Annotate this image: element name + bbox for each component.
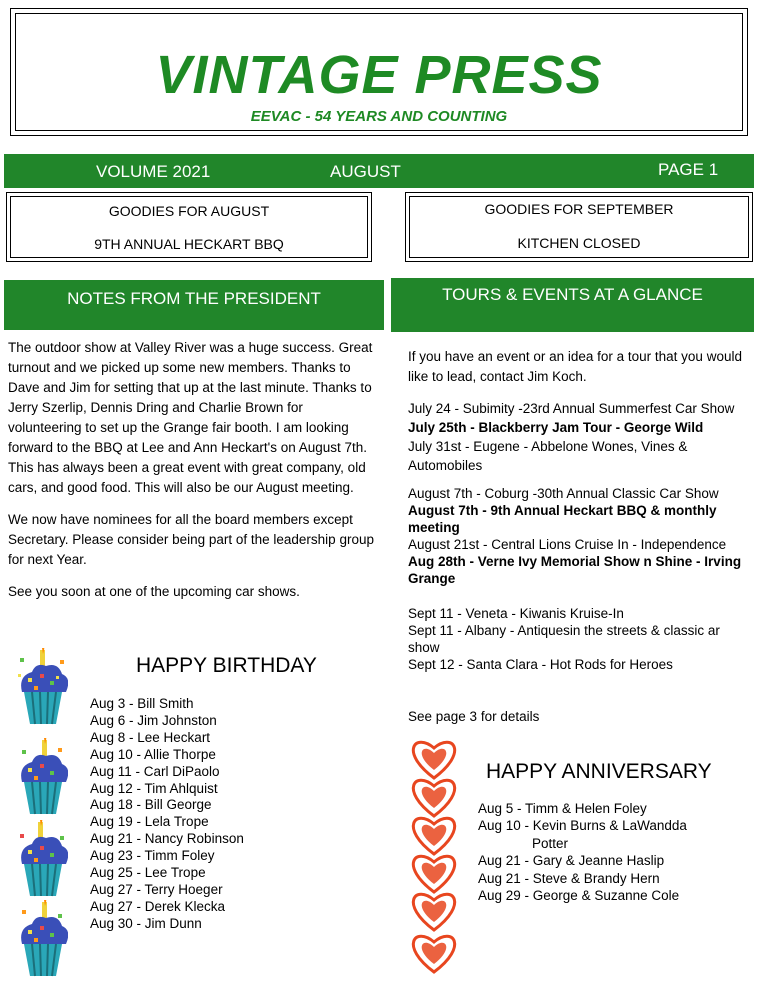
birthday-item: Aug 25 - Lee Trope [90, 865, 206, 881]
heart-chain-icon [405, 738, 463, 980]
goodies-august-item: 9TH ANNUAL HECKART BBQ [94, 236, 284, 252]
tours-august-list [408, 485, 753, 587]
tours-intro: If you have an event or an idea for a tour that you would like to lead, contact Jim Koch. [408, 349, 742, 384]
cupcake-icon [18, 738, 68, 820]
birthday-item: Aug 10 - Allie Thorpe [90, 746, 216, 762]
masthead [10, 8, 748, 136]
birthday-item: Aug 27 - Terry Hoeger [90, 881, 223, 897]
birthday-heading: HAPPY BIRTHDAY [136, 654, 317, 677]
goodies-september-box [405, 192, 753, 262]
event-item: Sept 12 - Santa Clara - Hot Rods for Heroes [408, 657, 673, 672]
anniversary-item: Aug 10 - Kevin Burns & LaWandda [478, 818, 687, 834]
event-item: Aug 28th - Verne Ivy Memorial Show n Shine - Irving Grange [408, 554, 742, 586]
cupcake-icon [18, 648, 68, 730]
president-heading-bar [4, 280, 384, 330]
event-item: Sept 11 - Veneta - Kiwanis Kruise-In [408, 606, 624, 621]
event-item: August 7th - 9th Annual Heckart BBQ & monthly meeting [408, 503, 717, 535]
newsletter-title: VINTAGE PRESS [155, 45, 603, 105]
birthday-list [90, 696, 244, 933]
volume-label: VOLUME 2021 [96, 162, 211, 181]
anniversary-item: Aug 21 - Steve & Brandy Hern [478, 870, 660, 886]
tours-september-list [408, 605, 753, 673]
tours-july-list [408, 399, 753, 475]
president-notes [8, 338, 380, 602]
anniversary-item: Aug 29 - George & Suzanne Cole [478, 888, 680, 904]
volume-bar [4, 154, 754, 188]
cupcake-icon [18, 820, 68, 902]
goodies-august-title: GOODIES FOR AUGUST [108, 203, 270, 219]
birthday-item: Aug 18 - Bill George [90, 797, 212, 813]
cupcake-icon [18, 900, 68, 980]
birthday-item: Aug 19 - Lela Trope [90, 814, 209, 830]
birthday-item: Aug 6 - Jim Johnston [90, 712, 217, 728]
birthday-item: Aug 21 - Nancy Robinson [90, 831, 244, 847]
birthday-item: Aug 11 - Carl DiPaolo [90, 763, 220, 779]
goodies-august-box [6, 192, 372, 262]
anniversary-list [478, 800, 687, 904]
goodies-september-title: GOODIES FOR SEPTEMBER [484, 201, 674, 217]
president-paragraph: We now have nominees for all the board members except Secretary. Please consider being part of the leadership group for next Year. [8, 512, 374, 567]
president-heading: NOTES FROM THE PRESIDENT [67, 289, 321, 308]
masthead-inner-border [15, 13, 743, 131]
president-paragraph: The outdoor show at Valley River was a huge success. Great turnout and we picked up some new members. Thanks to Dave and Jim for setting that up at the last minute. Thanks to Jerry Szerlip, Dennis Dring and Charlie Brown for volunteering to set up the Grange fair booth. I am looking forward to the BBQ at Lee and Ann Heckart's on August 7th. This has always been a great event with great company, old cars, and good food. This will also be our August meeting. [8, 340, 373, 495]
anniversary-heading: HAPPY ANNIVERSARY [486, 760, 712, 783]
anniversary-item: Aug 21 - Gary & Jeanne Haslip [478, 853, 665, 869]
birthday-item: Aug 23 - Timm Foley [90, 848, 215, 864]
anniversary-item-continuation: Potter [532, 835, 569, 851]
event-item: July 25th - Blackberry Jam Tour - George Wild [408, 420, 704, 435]
event-item: August 21st - Central Lions Cruise In - Independence [408, 537, 727, 552]
birthday-item: Aug 8 - Lee Heckart [90, 729, 211, 745]
goodies-september-item: KITCHEN CLOSED [517, 235, 641, 251]
event-item: July 24 - Subimity -23rd Annual Summerfest Car Show [408, 401, 735, 416]
event-item: August 7th - Coburg -30th Annual Classic Car Show [408, 486, 719, 501]
birthday-item: Aug 3 - Bill Smith [90, 696, 194, 711]
president-paragraph: See you soon at one of the upcoming car shows. [8, 584, 300, 599]
month-label: AUGUST [330, 162, 401, 181]
tours-heading: TOURS & EVENTS AT A GLANCE [442, 285, 703, 304]
birthday-item: Aug 12 - Tim Ahlquist [90, 780, 218, 796]
tours-footer: See page 3 for details [408, 709, 540, 724]
event-item: July 31st - Eugene - Abbelone Wones, Vines & Automobiles [408, 439, 688, 473]
tours-heading-bar [391, 278, 754, 332]
birthday-item: Aug 30 - Jim Dunn [90, 915, 202, 931]
birthday-item: Aug 27 - Derek Klecka [90, 898, 226, 914]
newsletter-subtitle: EEVAC - 54 YEARS AND COUNTING [250, 108, 508, 125]
anniversary-item: Aug 5 - Timm & Helen Foley [478, 801, 647, 816]
page-label: PAGE 1 [658, 160, 719, 179]
event-item: Sept 11 - Albany - Antiquesin the streets & classic ar show [408, 623, 720, 655]
